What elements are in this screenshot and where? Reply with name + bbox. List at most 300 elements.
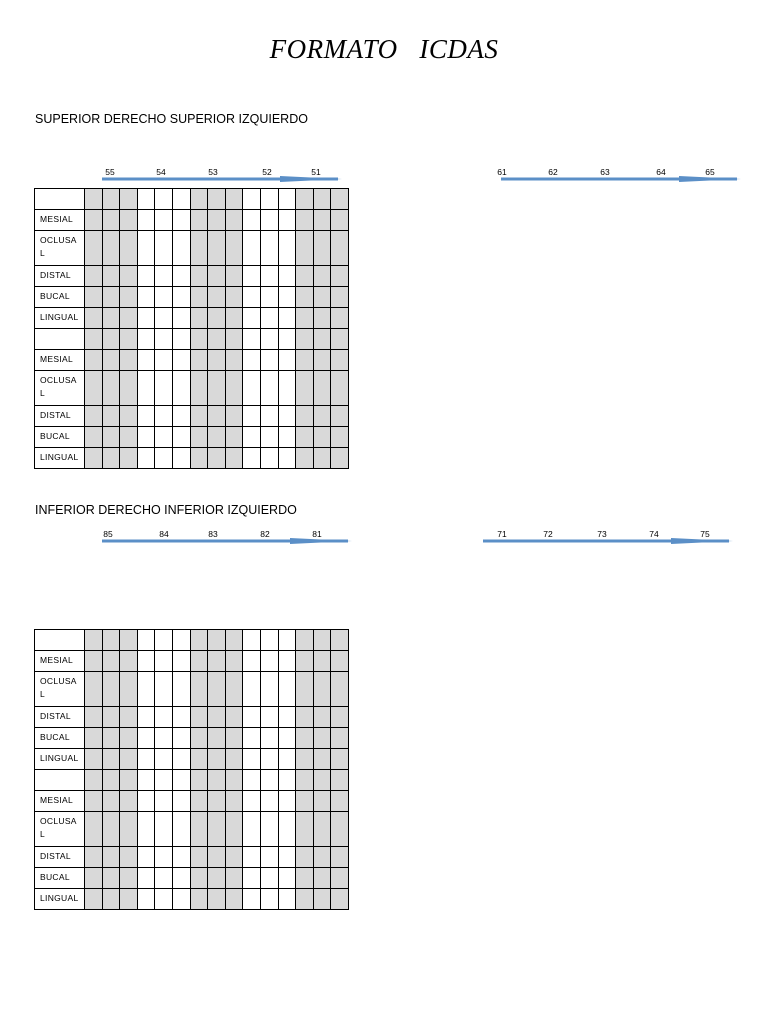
grid-cell[interactable]	[137, 749, 155, 770]
grid-cell[interactable]	[120, 371, 138, 406]
grid-cell[interactable]	[313, 231, 331, 266]
grid-cell[interactable]	[225, 266, 243, 287]
grid-cell[interactable]	[172, 728, 190, 749]
grid-cell[interactable]	[120, 189, 138, 210]
grid-cell[interactable]	[278, 847, 296, 868]
grid-cell[interactable]	[172, 266, 190, 287]
grid-cell[interactable]	[225, 707, 243, 728]
grid-cell[interactable]	[260, 189, 278, 210]
grid-cell[interactable]	[137, 847, 155, 868]
grid-cell[interactable]	[137, 630, 155, 651]
grid-cell[interactable]	[120, 707, 138, 728]
grid-cell[interactable]	[243, 189, 261, 210]
grid-cell[interactable]	[137, 210, 155, 231]
grid-cell[interactable]	[208, 728, 226, 749]
grid-cell[interactable]	[296, 350, 314, 371]
grid-cell[interactable]	[260, 630, 278, 651]
grid-cell[interactable]	[120, 406, 138, 427]
grid-cell[interactable]	[85, 308, 103, 329]
grid-cell[interactable]	[102, 266, 120, 287]
grid-cell[interactable]	[225, 749, 243, 770]
grid-cell[interactable]	[120, 672, 138, 707]
grid-cell[interactable]	[331, 406, 349, 427]
grid-cell[interactable]	[120, 889, 138, 910]
grid-cell[interactable]	[190, 406, 208, 427]
grid-cell[interactable]	[313, 350, 331, 371]
grid-cell[interactable]	[85, 427, 103, 448]
grid-cell[interactable]	[278, 770, 296, 791]
grid-cell[interactable]	[296, 287, 314, 308]
grid-cell[interactable]	[243, 329, 261, 350]
grid-cell[interactable]	[260, 371, 278, 406]
grid-cell[interactable]	[155, 371, 173, 406]
grid-cell[interactable]	[120, 847, 138, 868]
grid-cell[interactable]	[190, 308, 208, 329]
grid-cell[interactable]	[102, 889, 120, 910]
grid-cell[interactable]	[331, 448, 349, 469]
grid-cell[interactable]	[331, 350, 349, 371]
grid-cell[interactable]	[313, 371, 331, 406]
grid-cell[interactable]	[172, 189, 190, 210]
grid-cell[interactable]	[190, 868, 208, 889]
grid-cell[interactable]	[260, 749, 278, 770]
grid-cell[interactable]	[208, 406, 226, 427]
grid-cell[interactable]	[331, 287, 349, 308]
grid-cell[interactable]	[172, 371, 190, 406]
grid-cell[interactable]	[331, 791, 349, 812]
grid-cell[interactable]	[190, 287, 208, 308]
grid-cell[interactable]	[137, 329, 155, 350]
grid-cell[interactable]	[331, 728, 349, 749]
grid-cell[interactable]	[155, 427, 173, 448]
grid-cell[interactable]	[260, 329, 278, 350]
grid-cell[interactable]	[85, 707, 103, 728]
grid-cell[interactable]	[155, 651, 173, 672]
grid-cell[interactable]	[243, 812, 261, 847]
grid-cell[interactable]	[190, 371, 208, 406]
grid-cell[interactable]	[225, 630, 243, 651]
grid-cell[interactable]	[331, 868, 349, 889]
grid-cell[interactable]	[172, 791, 190, 812]
grid-cell[interactable]	[260, 812, 278, 847]
grid-cell[interactable]	[278, 371, 296, 406]
grid-cell[interactable]	[172, 672, 190, 707]
grid-cell[interactable]	[313, 770, 331, 791]
grid-cell[interactable]	[278, 210, 296, 231]
grid-cell[interactable]	[120, 749, 138, 770]
grid-cell[interactable]	[137, 791, 155, 812]
grid-cell[interactable]	[190, 672, 208, 707]
grid-cell[interactable]	[155, 210, 173, 231]
grid-cell[interactable]	[296, 630, 314, 651]
grid-cell[interactable]	[155, 287, 173, 308]
grid-cell[interactable]	[260, 707, 278, 728]
grid-cell[interactable]	[296, 427, 314, 448]
grid-cell[interactable]	[155, 889, 173, 910]
grid-cell[interactable]	[313, 672, 331, 707]
grid-cell[interactable]	[313, 266, 331, 287]
grid-cell[interactable]	[120, 651, 138, 672]
grid-cell[interactable]	[172, 749, 190, 770]
grid-cell[interactable]	[278, 651, 296, 672]
grid-cell[interactable]	[208, 266, 226, 287]
grid-cell[interactable]	[172, 350, 190, 371]
grid-cell[interactable]	[208, 287, 226, 308]
grid-cell[interactable]	[172, 210, 190, 231]
grid-cell[interactable]	[102, 406, 120, 427]
grid-cell[interactable]	[172, 651, 190, 672]
grid-cell[interactable]	[278, 427, 296, 448]
grid-cell[interactable]	[278, 672, 296, 707]
grid-cell[interactable]	[208, 189, 226, 210]
grid-cell[interactable]	[85, 371, 103, 406]
grid-cell[interactable]	[190, 812, 208, 847]
grid-cell[interactable]	[172, 448, 190, 469]
grid-cell[interactable]	[225, 406, 243, 427]
grid-cell[interactable]	[155, 308, 173, 329]
grid-cell[interactable]	[190, 266, 208, 287]
grid-cell[interactable]	[137, 889, 155, 910]
grid-cell[interactable]	[243, 210, 261, 231]
grid-cell[interactable]	[208, 707, 226, 728]
grid-cell[interactable]	[296, 791, 314, 812]
grid-cell[interactable]	[172, 329, 190, 350]
grid-cell[interactable]	[243, 448, 261, 469]
grid-cell[interactable]	[296, 868, 314, 889]
grid-cell[interactable]	[172, 231, 190, 266]
grid-cell[interactable]	[85, 350, 103, 371]
grid-cell[interactable]	[225, 672, 243, 707]
grid-cell[interactable]	[313, 427, 331, 448]
grid-cell[interactable]	[225, 448, 243, 469]
grid-cell[interactable]	[85, 329, 103, 350]
grid-cell[interactable]	[296, 672, 314, 707]
grid-cell[interactable]	[137, 350, 155, 371]
grid-cell[interactable]	[331, 329, 349, 350]
grid-cell[interactable]	[225, 427, 243, 448]
grid-cell[interactable]	[120, 308, 138, 329]
grid-cell[interactable]	[190, 791, 208, 812]
grid-cell[interactable]	[85, 868, 103, 889]
grid-cell[interactable]	[208, 749, 226, 770]
grid-cell[interactable]	[278, 231, 296, 266]
grid-cell[interactable]	[278, 707, 296, 728]
grid-cell[interactable]	[331, 210, 349, 231]
grid-cell[interactable]	[190, 210, 208, 231]
grid-cell[interactable]	[225, 868, 243, 889]
grid-cell[interactable]	[331, 770, 349, 791]
grid-cell[interactable]	[225, 728, 243, 749]
grid-cell[interactable]	[260, 672, 278, 707]
grid-cell[interactable]	[85, 791, 103, 812]
grid-cell[interactable]	[172, 889, 190, 910]
grid-cell[interactable]	[225, 287, 243, 308]
grid-cell[interactable]	[331, 371, 349, 406]
grid-cell[interactable]	[225, 308, 243, 329]
grid-cell[interactable]	[190, 189, 208, 210]
grid-cell[interactable]	[313, 448, 331, 469]
grid-cell[interactable]	[243, 427, 261, 448]
grid-cell[interactable]	[190, 770, 208, 791]
grid-cell[interactable]	[85, 210, 103, 231]
grid-cell[interactable]	[190, 889, 208, 910]
grid-cell[interactable]	[120, 266, 138, 287]
grid-cell[interactable]	[137, 770, 155, 791]
grid-cell[interactable]	[190, 329, 208, 350]
grid-cell[interactable]	[137, 266, 155, 287]
grid-cell[interactable]	[155, 406, 173, 427]
grid-cell[interactable]	[260, 651, 278, 672]
grid-cell[interactable]	[102, 868, 120, 889]
grid-cell[interactable]	[225, 350, 243, 371]
grid-cell[interactable]	[155, 707, 173, 728]
grid-cell[interactable]	[331, 749, 349, 770]
grid-cell[interactable]	[102, 791, 120, 812]
grid-cell[interactable]	[278, 812, 296, 847]
grid-cell[interactable]	[296, 749, 314, 770]
grid-cell[interactable]	[313, 868, 331, 889]
grid-cell[interactable]	[260, 728, 278, 749]
grid-cell[interactable]	[331, 651, 349, 672]
grid-cell[interactable]	[331, 812, 349, 847]
grid-cell[interactable]	[313, 847, 331, 868]
grid-cell[interactable]	[278, 329, 296, 350]
grid-cell[interactable]	[260, 791, 278, 812]
grid-cell[interactable]	[190, 350, 208, 371]
grid-cell[interactable]	[190, 707, 208, 728]
grid-cell[interactable]	[190, 630, 208, 651]
grid-cell[interactable]	[260, 406, 278, 427]
grid-cell[interactable]	[85, 847, 103, 868]
grid-cell[interactable]	[260, 266, 278, 287]
grid-cell[interactable]	[225, 651, 243, 672]
grid-cell[interactable]	[278, 189, 296, 210]
grid-cell[interactable]	[278, 287, 296, 308]
grid-cell[interactable]	[208, 868, 226, 889]
grid-cell[interactable]	[208, 672, 226, 707]
grid-cell[interactable]	[313, 630, 331, 651]
grid-cell[interactable]	[208, 210, 226, 231]
grid-cell[interactable]	[137, 651, 155, 672]
grid-cell[interactable]	[137, 707, 155, 728]
grid-cell[interactable]	[225, 231, 243, 266]
grid-cell[interactable]	[278, 728, 296, 749]
grid-cell[interactable]	[243, 791, 261, 812]
grid-cell[interactable]	[331, 707, 349, 728]
grid-cell[interactable]	[278, 791, 296, 812]
grid-cell[interactable]	[120, 770, 138, 791]
grid-cell[interactable]	[85, 630, 103, 651]
grid-cell[interactable]	[172, 868, 190, 889]
grid-cell[interactable]	[137, 287, 155, 308]
grid-cell[interactable]	[102, 371, 120, 406]
grid-cell[interactable]	[331, 630, 349, 651]
grid-cell[interactable]	[155, 672, 173, 707]
grid-cell[interactable]	[331, 189, 349, 210]
grid-cell[interactable]	[208, 812, 226, 847]
grid-cell[interactable]	[120, 427, 138, 448]
grid-cell[interactable]	[102, 189, 120, 210]
grid-cell[interactable]	[260, 889, 278, 910]
grid-cell[interactable]	[243, 889, 261, 910]
grid-cell[interactable]	[243, 749, 261, 770]
grid-cell[interactable]	[120, 630, 138, 651]
grid-cell[interactable]	[243, 287, 261, 308]
grid-cell[interactable]	[278, 630, 296, 651]
grid-cell[interactable]	[313, 287, 331, 308]
grid-cell[interactable]	[296, 308, 314, 329]
grid-cell[interactable]	[208, 630, 226, 651]
grid-cell[interactable]	[243, 728, 261, 749]
grid-cell[interactable]	[137, 448, 155, 469]
grid-cell[interactable]	[172, 308, 190, 329]
grid-cell[interactable]	[208, 889, 226, 910]
grid-cell[interactable]	[208, 427, 226, 448]
grid-cell[interactable]	[243, 406, 261, 427]
grid-cell[interactable]	[296, 812, 314, 847]
grid-cell[interactable]	[225, 791, 243, 812]
grid-cell[interactable]	[278, 448, 296, 469]
grid-cell[interactable]	[313, 189, 331, 210]
grid-cell[interactable]	[102, 210, 120, 231]
grid-cell[interactable]	[85, 406, 103, 427]
grid-cell[interactable]	[243, 847, 261, 868]
grid-cell[interactable]	[296, 770, 314, 791]
grid-cell[interactable]	[278, 350, 296, 371]
grid-cell[interactable]	[208, 350, 226, 371]
grid-cell[interactable]	[296, 266, 314, 287]
grid-cell[interactable]	[260, 448, 278, 469]
grid-cell[interactable]	[155, 329, 173, 350]
grid-cell[interactable]	[243, 672, 261, 707]
grid-cell[interactable]	[102, 287, 120, 308]
grid-cell[interactable]	[155, 231, 173, 266]
grid-cell[interactable]	[120, 329, 138, 350]
grid-cell[interactable]	[102, 231, 120, 266]
grid-cell[interactable]	[155, 630, 173, 651]
grid-cell[interactable]	[208, 308, 226, 329]
grid-cell[interactable]	[102, 308, 120, 329]
grid-cell[interactable]	[208, 651, 226, 672]
grid-cell[interactable]	[85, 189, 103, 210]
grid-cell[interactable]	[120, 287, 138, 308]
grid-cell[interactable]	[85, 287, 103, 308]
grid-cell[interactable]	[172, 812, 190, 847]
grid-cell[interactable]	[155, 266, 173, 287]
grid-cell[interactable]	[225, 371, 243, 406]
grid-cell[interactable]	[102, 672, 120, 707]
grid-cell[interactable]	[155, 189, 173, 210]
grid-cell[interactable]	[260, 210, 278, 231]
grid-cell[interactable]	[137, 812, 155, 847]
grid-cell[interactable]	[225, 770, 243, 791]
grid-cell[interactable]	[155, 812, 173, 847]
grid-cell[interactable]	[225, 329, 243, 350]
grid-cell[interactable]	[260, 231, 278, 266]
grid-cell[interactable]	[85, 728, 103, 749]
grid-cell[interactable]	[225, 210, 243, 231]
grid-cell[interactable]	[296, 371, 314, 406]
grid-cell[interactable]	[120, 231, 138, 266]
grid-cell[interactable]	[137, 728, 155, 749]
grid-cell[interactable]	[225, 189, 243, 210]
grid-cell[interactable]	[85, 266, 103, 287]
grid-cell[interactable]	[260, 308, 278, 329]
grid-cell[interactable]	[137, 406, 155, 427]
grid-cell[interactable]	[85, 448, 103, 469]
grid-cell[interactable]	[260, 287, 278, 308]
grid-cell[interactable]	[190, 749, 208, 770]
grid-cell[interactable]	[208, 448, 226, 469]
grid-cell[interactable]	[137, 427, 155, 448]
grid-cell[interactable]	[120, 448, 138, 469]
grid-cell[interactable]	[102, 707, 120, 728]
grid-cell[interactable]	[137, 371, 155, 406]
grid-cell[interactable]	[313, 812, 331, 847]
grid-cell[interactable]	[278, 406, 296, 427]
grid-cell[interactable]	[296, 889, 314, 910]
grid-cell[interactable]	[120, 812, 138, 847]
grid-cell[interactable]	[313, 210, 331, 231]
grid-cell[interactable]	[155, 350, 173, 371]
grid-cell[interactable]	[172, 406, 190, 427]
grid-cell[interactable]	[208, 847, 226, 868]
grid-cell[interactable]	[85, 889, 103, 910]
grid-cell[interactable]	[120, 791, 138, 812]
grid-cell[interactable]	[243, 651, 261, 672]
grid-cell[interactable]	[278, 266, 296, 287]
grid-cell[interactable]	[331, 308, 349, 329]
grid-cell[interactable]	[313, 329, 331, 350]
grid-cell[interactable]	[225, 889, 243, 910]
grid-cell[interactable]	[120, 350, 138, 371]
grid-cell[interactable]	[102, 770, 120, 791]
grid-cell[interactable]	[85, 770, 103, 791]
grid-cell[interactable]	[172, 707, 190, 728]
grid-cell[interactable]	[296, 728, 314, 749]
grid-cell[interactable]	[155, 749, 173, 770]
grid-cell[interactable]	[260, 350, 278, 371]
grid-cell[interactable]	[260, 770, 278, 791]
grid-cell[interactable]	[296, 448, 314, 469]
grid-cell[interactable]	[243, 707, 261, 728]
grid-cell[interactable]	[85, 651, 103, 672]
grid-cell[interactable]	[296, 210, 314, 231]
grid-cell[interactable]	[102, 749, 120, 770]
grid-cell[interactable]	[313, 728, 331, 749]
grid-cell[interactable]	[190, 231, 208, 266]
grid-cell[interactable]	[190, 427, 208, 448]
grid-cell[interactable]	[243, 350, 261, 371]
grid-cell[interactable]	[120, 210, 138, 231]
grid-cell[interactable]	[331, 672, 349, 707]
grid-cell[interactable]	[137, 231, 155, 266]
grid-cell[interactable]	[313, 308, 331, 329]
grid-cell[interactable]	[102, 728, 120, 749]
grid-cell[interactable]	[313, 651, 331, 672]
grid-cell[interactable]	[172, 287, 190, 308]
grid-cell[interactable]	[278, 868, 296, 889]
grid-cell[interactable]	[155, 847, 173, 868]
grid-cell[interactable]	[137, 308, 155, 329]
grid-cell[interactable]	[278, 889, 296, 910]
grid-cell[interactable]	[278, 308, 296, 329]
grid-cell[interactable]	[102, 427, 120, 448]
grid-cell[interactable]	[137, 189, 155, 210]
grid-cell[interactable]	[155, 770, 173, 791]
grid-cell[interactable]	[208, 371, 226, 406]
grid-cell[interactable]	[190, 728, 208, 749]
